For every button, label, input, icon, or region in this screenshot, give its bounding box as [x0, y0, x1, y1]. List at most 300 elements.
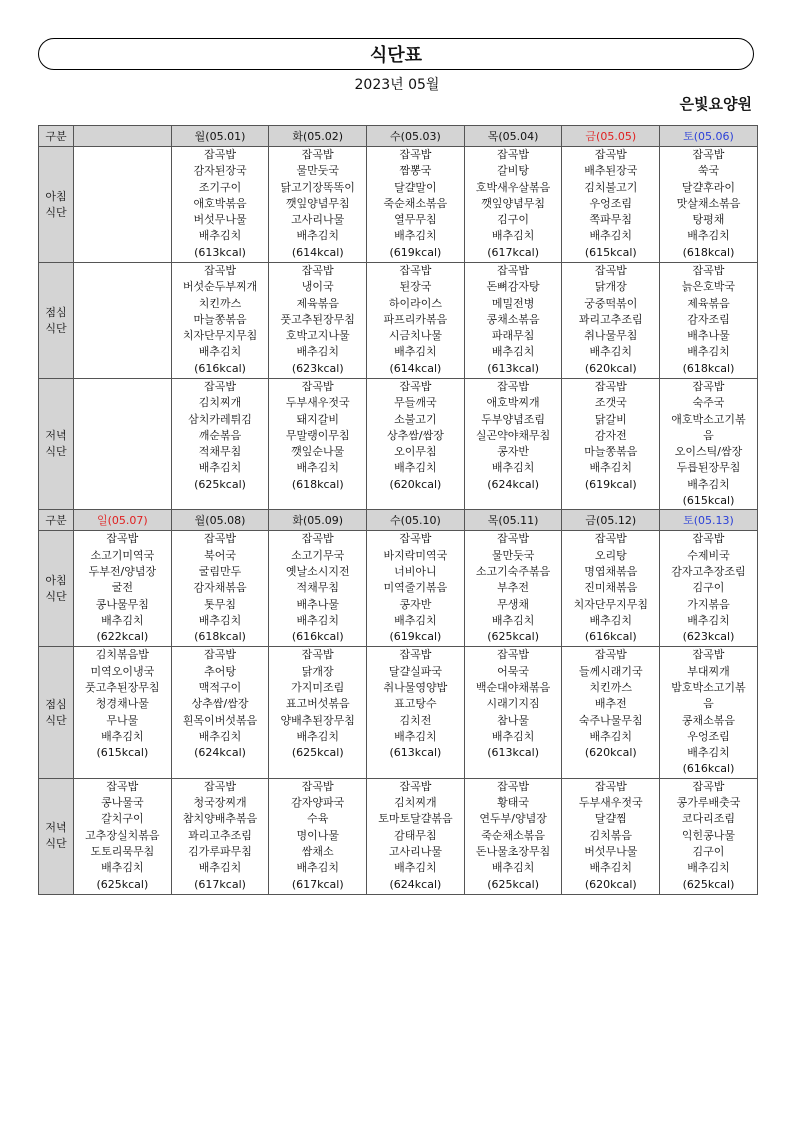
- menu-item: 고사리나물: [291, 213, 345, 227]
- meal-label-line: 저녁: [45, 821, 67, 835]
- menu-item: 마늘쫑볶음: [193, 312, 247, 326]
- menu-cell: [562, 147, 660, 263]
- menu-item: (620kcal): [389, 477, 442, 491]
- menu-item: 된장국: [399, 280, 432, 294]
- menu-item: 명엽채볶음: [584, 564, 638, 578]
- menu-item: 소고기숙주볶음: [475, 564, 551, 578]
- breakfast-label: [39, 531, 74, 647]
- menu-item: 잡곡밥: [204, 532, 236, 546]
- menu-item: (622kcal): [96, 630, 149, 644]
- menu-cell: [269, 778, 367, 894]
- menu-item: 잡곡밥: [399, 779, 432, 793]
- menu-item: 달걀실파국: [388, 664, 442, 678]
- menu-item: 마늘쫑볶음: [584, 445, 638, 459]
- menu-cell: [171, 778, 269, 894]
- menu-item: 수육: [307, 812, 329, 826]
- menu-item: (625kcal): [291, 746, 344, 760]
- menu-item: 배추김치: [198, 613, 242, 627]
- menu-item: 취나물영양밥: [383, 680, 448, 694]
- menu-item: 배추김치: [687, 477, 730, 491]
- menu-item: 백순대야채볶음: [475, 680, 551, 694]
- menu-cell: [171, 147, 269, 263]
- menu-cell: [562, 263, 660, 379]
- menu-item: 배추김치: [394, 461, 437, 475]
- menu-item: 물만둣국: [296, 164, 339, 178]
- menu-item: 호박새우살볶음: [475, 180, 551, 194]
- meal-schedule-table: [38, 125, 758, 895]
- menu-item: 배추김치: [687, 345, 730, 359]
- menu-item: 쑥국: [697, 164, 720, 178]
- menu-cell: [74, 147, 172, 263]
- menu-item: 부추전: [497, 581, 530, 595]
- menu-item: 소고기미역국: [90, 548, 155, 562]
- menu-item: 잡곡밥: [204, 648, 236, 662]
- menu-item: 토마토달걀볶음: [378, 812, 453, 826]
- menu-item: 배추김치: [101, 729, 144, 743]
- day-header: 화(05.02): [269, 126, 367, 147]
- day-header: 목(05.11): [464, 510, 562, 531]
- menu-item: 두릅된장무침: [676, 461, 741, 475]
- menu-item: 배추김치: [198, 461, 242, 475]
- menu-item: 김구이: [497, 213, 530, 227]
- menu-item: 달걀찜: [594, 812, 627, 826]
- menu-item: 달걀후라이: [681, 180, 736, 194]
- menu-item: 참치양배추볶음: [182, 812, 258, 826]
- menu-item: 배추김치: [589, 861, 633, 875]
- menu-item: (623kcal): [682, 630, 735, 644]
- menu-item: 코다리조림: [681, 812, 736, 826]
- menu-item: (613kcal): [194, 245, 246, 259]
- menu-item: 배추김치: [589, 729, 633, 743]
- menu-item: 잡곡밥: [204, 264, 236, 277]
- menu-item: 배추김치: [296, 461, 339, 475]
- menu-item: 쪽파무침: [589, 213, 633, 227]
- menu-item: 잡곡밥: [692, 264, 725, 277]
- menu-item: (624kcal): [487, 477, 539, 491]
- menu-item: 제육볶음: [296, 296, 339, 310]
- menu-item: 삼치카레튀김: [188, 412, 252, 426]
- day-header: 토(05.13): [660, 510, 758, 531]
- week-header-row: [39, 510, 758, 531]
- menu-cell: [171, 379, 269, 510]
- meal-label-line: 저녁: [45, 429, 67, 443]
- menu-item: 양배추된장무침: [280, 713, 355, 727]
- menu-item: 감자양파국: [291, 796, 345, 810]
- menu-item: (615kcal): [682, 494, 735, 508]
- menu-item: 잡곡밥: [497, 264, 530, 277]
- menu-cell: [367, 379, 465, 510]
- menu-item: (614kcal): [389, 361, 442, 375]
- menu-item: 굴전: [111, 581, 133, 595]
- menu-item: 열무무침: [394, 213, 437, 227]
- menu-item: (617kcal): [194, 877, 246, 891]
- menu-item: (616kcal): [291, 630, 344, 644]
- menu-item: 수제비국: [687, 548, 730, 562]
- menu-item: 잡곡밥: [692, 380, 725, 393]
- dinner-label: [39, 379, 74, 510]
- menu-cell: [464, 263, 562, 379]
- menu-item: 냉이국: [301, 280, 334, 294]
- meal-label-line: 식단: [45, 445, 67, 459]
- menu-item: 꽈리고추조림: [188, 828, 252, 842]
- menu-cell: [74, 778, 172, 894]
- menu-item: 취나물무침: [584, 329, 638, 343]
- menu-item: 두부새우젓국: [285, 396, 350, 410]
- menu-item: 부대찌개: [687, 664, 730, 678]
- menu-cell: [269, 531, 367, 647]
- menu-item: 배추김치: [296, 345, 339, 359]
- menu-cell: [74, 263, 172, 379]
- menu-cell: [367, 263, 465, 379]
- menu-item: 치킨까스: [589, 680, 633, 694]
- day-header: 토(05.06): [660, 126, 758, 147]
- menu-item: 배추된장국: [584, 164, 638, 178]
- menu-item: 잡곡밥: [692, 779, 725, 793]
- menu-item: 잡곡밥: [497, 779, 530, 793]
- menu-cell: [171, 531, 269, 647]
- menu-item: 잡곡밥: [204, 779, 236, 793]
- menu-cell: [660, 263, 758, 379]
- menu-item: 잡곡밥: [106, 779, 139, 793]
- menu-item: 콩채소볶음: [681, 713, 736, 727]
- menu-item: 잡곡밥: [301, 648, 334, 662]
- menu-item: 배추나물: [687, 329, 730, 343]
- menu-item: 파래무침: [491, 329, 535, 343]
- menu-item: 감자된장국: [193, 164, 247, 178]
- menu-item: 잡곡밥: [594, 648, 627, 662]
- menu-item: 고추장실치볶음: [85, 828, 160, 842]
- menu-item: 음: [703, 428, 714, 442]
- menu-item: 김치볶음: [589, 828, 633, 842]
- menu-item: 잡곡밥: [594, 532, 627, 546]
- menu-cell: [660, 531, 758, 647]
- menu-item: 미역줄기볶음: [383, 581, 448, 595]
- meal-label-line: 점심: [45, 697, 67, 711]
- menu-cell: [367, 531, 465, 647]
- dinner-row: [39, 379, 758, 510]
- menu-cell: [367, 778, 465, 894]
- menu-item: 돈나물초장무침: [475, 844, 551, 858]
- menu-item: (616kcal): [584, 630, 637, 644]
- menu-item: 바지락미역국: [383, 548, 448, 562]
- menu-item: 잡곡밥: [594, 380, 627, 393]
- menu-item: 배추김치: [394, 613, 437, 627]
- day-header: 수(05.10): [367, 510, 465, 531]
- menu-item: 김구이: [692, 581, 725, 595]
- menu-cell: [562, 778, 660, 894]
- menu-cell: [660, 147, 758, 263]
- menu-item: 잡곡밥: [497, 380, 530, 393]
- menu-item: 콩나물무침: [95, 597, 149, 611]
- menu-item: 쌈채소: [301, 844, 334, 858]
- menu-item: 배추김치: [198, 729, 242, 743]
- menu-item: 치자단무지무침: [182, 329, 258, 343]
- meal-label-line: 식단: [45, 205, 67, 219]
- menu-item: 잡곡밥: [399, 148, 432, 161]
- menu-item: 두부양념조림: [481, 412, 545, 426]
- lunch-row: [39, 263, 758, 379]
- menu-item: 돼지갈비: [296, 412, 339, 426]
- menu-item: 굴림만두: [198, 564, 242, 578]
- menu-item: (615kcal): [96, 746, 149, 760]
- menu-item: 소불고기: [394, 412, 437, 426]
- week-header-row: [39, 126, 758, 147]
- menu-item: 상추쌈/쌈장: [191, 697, 249, 711]
- menu-item: 달걀말이: [394, 180, 437, 194]
- menu-item: 잡곡밥: [594, 264, 627, 277]
- menu-item: 깻잎양념무침: [285, 196, 350, 210]
- menu-cell: [464, 147, 562, 263]
- menu-item: 잡곡밥: [399, 380, 432, 393]
- menu-item: 조기구이: [198, 180, 242, 194]
- month-label: 2023년 05월: [354, 77, 440, 93]
- menu-item: 배추나물: [296, 597, 339, 611]
- menu-item: 김치불고기: [584, 180, 638, 194]
- menu-item: 버섯순두부찌개: [182, 280, 258, 294]
- menu-item: 도토리묵무침: [90, 844, 155, 858]
- dinner-label: [39, 778, 74, 894]
- menu-item: 감자전: [594, 428, 627, 442]
- meal-label-line: 식단: [45, 713, 67, 727]
- menu-item: 감자채볶음: [193, 581, 247, 595]
- menu-item: 감태무침: [394, 828, 437, 842]
- meal-label-line: 아침: [45, 189, 67, 203]
- dinner-row: [39, 778, 758, 894]
- menu-item: 추어탕: [204, 664, 236, 678]
- menu-item: 배추김치: [101, 613, 144, 627]
- menu-item: (614kcal): [291, 245, 344, 259]
- menu-item: 가지볶음: [687, 597, 730, 611]
- menu-item: 닭갈비: [594, 412, 627, 426]
- menu-item: 실곤약야채무침: [475, 428, 551, 442]
- menu-item: 닭개장: [594, 280, 627, 294]
- menu-item: 배추김치: [687, 613, 730, 627]
- menu-cell: [269, 147, 367, 263]
- menu-cell: [171, 647, 269, 778]
- menu-item: 김치찌개: [198, 396, 242, 410]
- menu-item: 잡곡밥: [497, 148, 530, 161]
- menu-item: 배추김치: [296, 229, 339, 243]
- day-header: [74, 126, 172, 147]
- menu-item: 호박고지나물: [285, 329, 350, 343]
- menu-item: 배추김치: [491, 613, 535, 627]
- menu-item: 청국장찌개: [193, 796, 247, 810]
- menu-item: 배추김치: [491, 461, 535, 475]
- meal-label-line: 식단: [45, 837, 67, 851]
- menu-item: 청경채나물: [95, 697, 149, 711]
- menu-item: 잡곡밥: [594, 779, 627, 793]
- category-header: 구분: [39, 126, 74, 147]
- menu-item: (618kcal): [682, 361, 735, 375]
- menu-item: 배추김치: [589, 461, 633, 475]
- menu-item: 돈뼈감자탕: [486, 280, 540, 294]
- menu-item: (625kcal): [487, 630, 539, 644]
- menu-item: 김구이: [692, 844, 725, 858]
- menu-item: 고사리나물: [388, 844, 442, 858]
- menu-item: 두부전/양념장: [88, 564, 157, 578]
- menu-item: 잡곡밥: [399, 648, 432, 662]
- menu-item: 풋고추된장무침: [85, 680, 160, 694]
- menu-item: 짬뽕국: [399, 164, 432, 178]
- day-header: 금(05.05): [562, 126, 660, 147]
- menu-item: (620kcal): [584, 746, 637, 760]
- menu-cell: [269, 647, 367, 778]
- menu-item: 맥적구이: [198, 680, 242, 694]
- menu-item: 시금치나물: [388, 329, 442, 343]
- menu-item: 시래기지짐: [486, 697, 540, 711]
- menu-item: 무말랭이무침: [285, 428, 350, 442]
- menu-cell: [74, 647, 172, 778]
- menu-item: 우엉조림: [589, 196, 633, 210]
- menu-item: 어묵국: [497, 664, 530, 678]
- menu-item: 음: [703, 697, 714, 711]
- menu-item: (618kcal): [682, 245, 735, 259]
- menu-item: 김가루파무침: [188, 844, 252, 858]
- menu-item: 배추김치: [296, 613, 339, 627]
- menu-item: 닭개장: [301, 664, 334, 678]
- menu-item: 풋고추된장무침: [280, 312, 355, 326]
- menu-item: 표고탕수: [394, 697, 437, 711]
- menu-item: (619kcal): [389, 630, 442, 644]
- menu-item: (620kcal): [584, 361, 637, 375]
- menu-item: 버섯무나물: [584, 844, 638, 858]
- menu-item: (624kcal): [389, 877, 442, 891]
- meal-label-line: 점심: [45, 305, 67, 319]
- menu-item: 탕평채: [692, 213, 725, 227]
- menu-item: 콩가루배춧국: [676, 796, 741, 810]
- menu-item: 배추김치: [491, 345, 535, 359]
- menu-item: 버섯무나물: [193, 213, 247, 227]
- menu-item: 적채무침: [198, 445, 242, 459]
- menu-item: 두부새우젓국: [578, 796, 643, 810]
- menu-item: 깨순볶음: [198, 428, 242, 442]
- menu-item: 배추김치: [589, 229, 633, 243]
- menu-item: 배추김치: [491, 729, 535, 743]
- menu-item: 표고버섯볶음: [285, 697, 350, 711]
- menu-cell: [464, 778, 562, 894]
- day-header: 일(05.07): [74, 510, 172, 531]
- menu-item: 무나물: [106, 713, 139, 727]
- menu-item: (618kcal): [194, 630, 246, 644]
- menu-item: 배추김치: [198, 229, 242, 243]
- menu-item: 숙주국: [692, 396, 725, 410]
- menu-item: 상추쌈/쌈장: [386, 428, 444, 442]
- page-title: 식단표: [38, 38, 754, 70]
- menu-item: 조갯국: [594, 396, 627, 410]
- menu-item: 김치찌개: [394, 796, 437, 810]
- menu-cell: [660, 778, 758, 894]
- menu-item: 닭고기장똑똑이: [280, 180, 355, 194]
- menu-item: 치자단무지무침: [573, 597, 648, 611]
- meal-label-line: 식단: [45, 321, 67, 335]
- menu-cell: [464, 647, 562, 778]
- menu-item: 배추김치: [589, 345, 633, 359]
- day-header: 화(05.09): [269, 510, 367, 531]
- menu-item: 무생채: [497, 597, 530, 611]
- menu-item: 배추김치: [296, 729, 339, 743]
- menu-item: 숙주나물무침: [578, 713, 643, 727]
- lunch-label: [39, 263, 74, 379]
- day-header: 목(05.04): [464, 126, 562, 147]
- menu-item: 잡곡밥: [497, 648, 530, 662]
- menu-item: 궁중떡볶이: [584, 296, 638, 310]
- lunch-label: [39, 647, 74, 778]
- menu-cell: [562, 379, 660, 510]
- menu-item: 잡곡밥: [301, 264, 334, 277]
- breakfast-row: [39, 531, 758, 647]
- menu-item: 애호박소고기볶: [671, 412, 746, 426]
- menu-cell: [171, 263, 269, 379]
- menu-item: 김치전: [399, 713, 432, 727]
- menu-item: 참나물: [497, 713, 530, 727]
- menu-item: (625kcal): [487, 877, 539, 891]
- menu-item: (623kcal): [291, 361, 344, 375]
- menu-item: 애호박찌개: [486, 396, 540, 410]
- menu-item: 하이라이스: [388, 296, 442, 310]
- menu-item: 톳무침: [204, 597, 236, 611]
- menu-item: 파프리카볶음: [383, 312, 448, 326]
- meal-label-line: 식단: [45, 589, 67, 603]
- menu-item: 배추김치: [491, 861, 535, 875]
- menu-item: 배추김치: [394, 729, 437, 743]
- menu-item: 잡곡밥: [204, 380, 236, 393]
- menu-item: 배추김치: [687, 861, 730, 875]
- menu-item: (616kcal): [194, 361, 246, 375]
- menu-item: 콩나물국: [101, 796, 144, 810]
- menu-cell: [660, 647, 758, 778]
- menu-item: 감자조림: [687, 312, 730, 326]
- menu-item: 죽순채소볶음: [383, 196, 448, 210]
- menu-item: 깻잎양념무침: [481, 196, 545, 210]
- menu-item: 배추김치: [394, 229, 437, 243]
- menu-cell: [464, 531, 562, 647]
- menu-item: 잡곡밥: [301, 380, 334, 393]
- menu-item: 옛날소시지전: [285, 564, 350, 578]
- menu-item: (615kcal): [584, 245, 637, 259]
- menu-item: 진미채볶음: [584, 581, 638, 595]
- menu-item: 갈치구이: [101, 812, 144, 826]
- menu-item: (617kcal): [487, 245, 539, 259]
- menu-cell: [562, 647, 660, 778]
- menu-item: 배추김치: [589, 613, 633, 627]
- meal-label-line: 아침: [45, 573, 67, 587]
- menu-item: 잡곡밥: [692, 648, 725, 662]
- menu-cell: [269, 263, 367, 379]
- menu-item: 배추김치: [296, 861, 339, 875]
- menu-item: (625kcal): [96, 877, 149, 891]
- menu-item: 콩채소볶음: [486, 312, 540, 326]
- menu-cell: [74, 531, 172, 647]
- menu-item: 잡곡밥: [594, 148, 627, 161]
- menu-item: 배추김치: [491, 229, 535, 243]
- menu-item: 늙은호박국: [681, 280, 736, 294]
- menu-item: 잡곡밥: [399, 264, 432, 277]
- category-header: 구분: [39, 510, 74, 531]
- menu-item: 우엉조림: [687, 729, 730, 743]
- menu-item: 적채무침: [296, 581, 339, 595]
- menu-item: 배추김치: [198, 345, 242, 359]
- menu-item: 맛살채소볶음: [676, 196, 741, 210]
- menu-item: (613kcal): [389, 746, 442, 760]
- day-header: 월(05.08): [171, 510, 269, 531]
- menu-item: (616kcal): [682, 762, 735, 776]
- menu-item: 죽순채소볶음: [481, 828, 545, 842]
- menu-item: 황태국: [497, 796, 530, 810]
- menu-item: 무들깨국: [394, 396, 437, 410]
- breakfast-row: [39, 147, 758, 263]
- menu-item: 잡곡밥: [692, 148, 725, 161]
- menu-item: 들께시래기국: [578, 664, 643, 678]
